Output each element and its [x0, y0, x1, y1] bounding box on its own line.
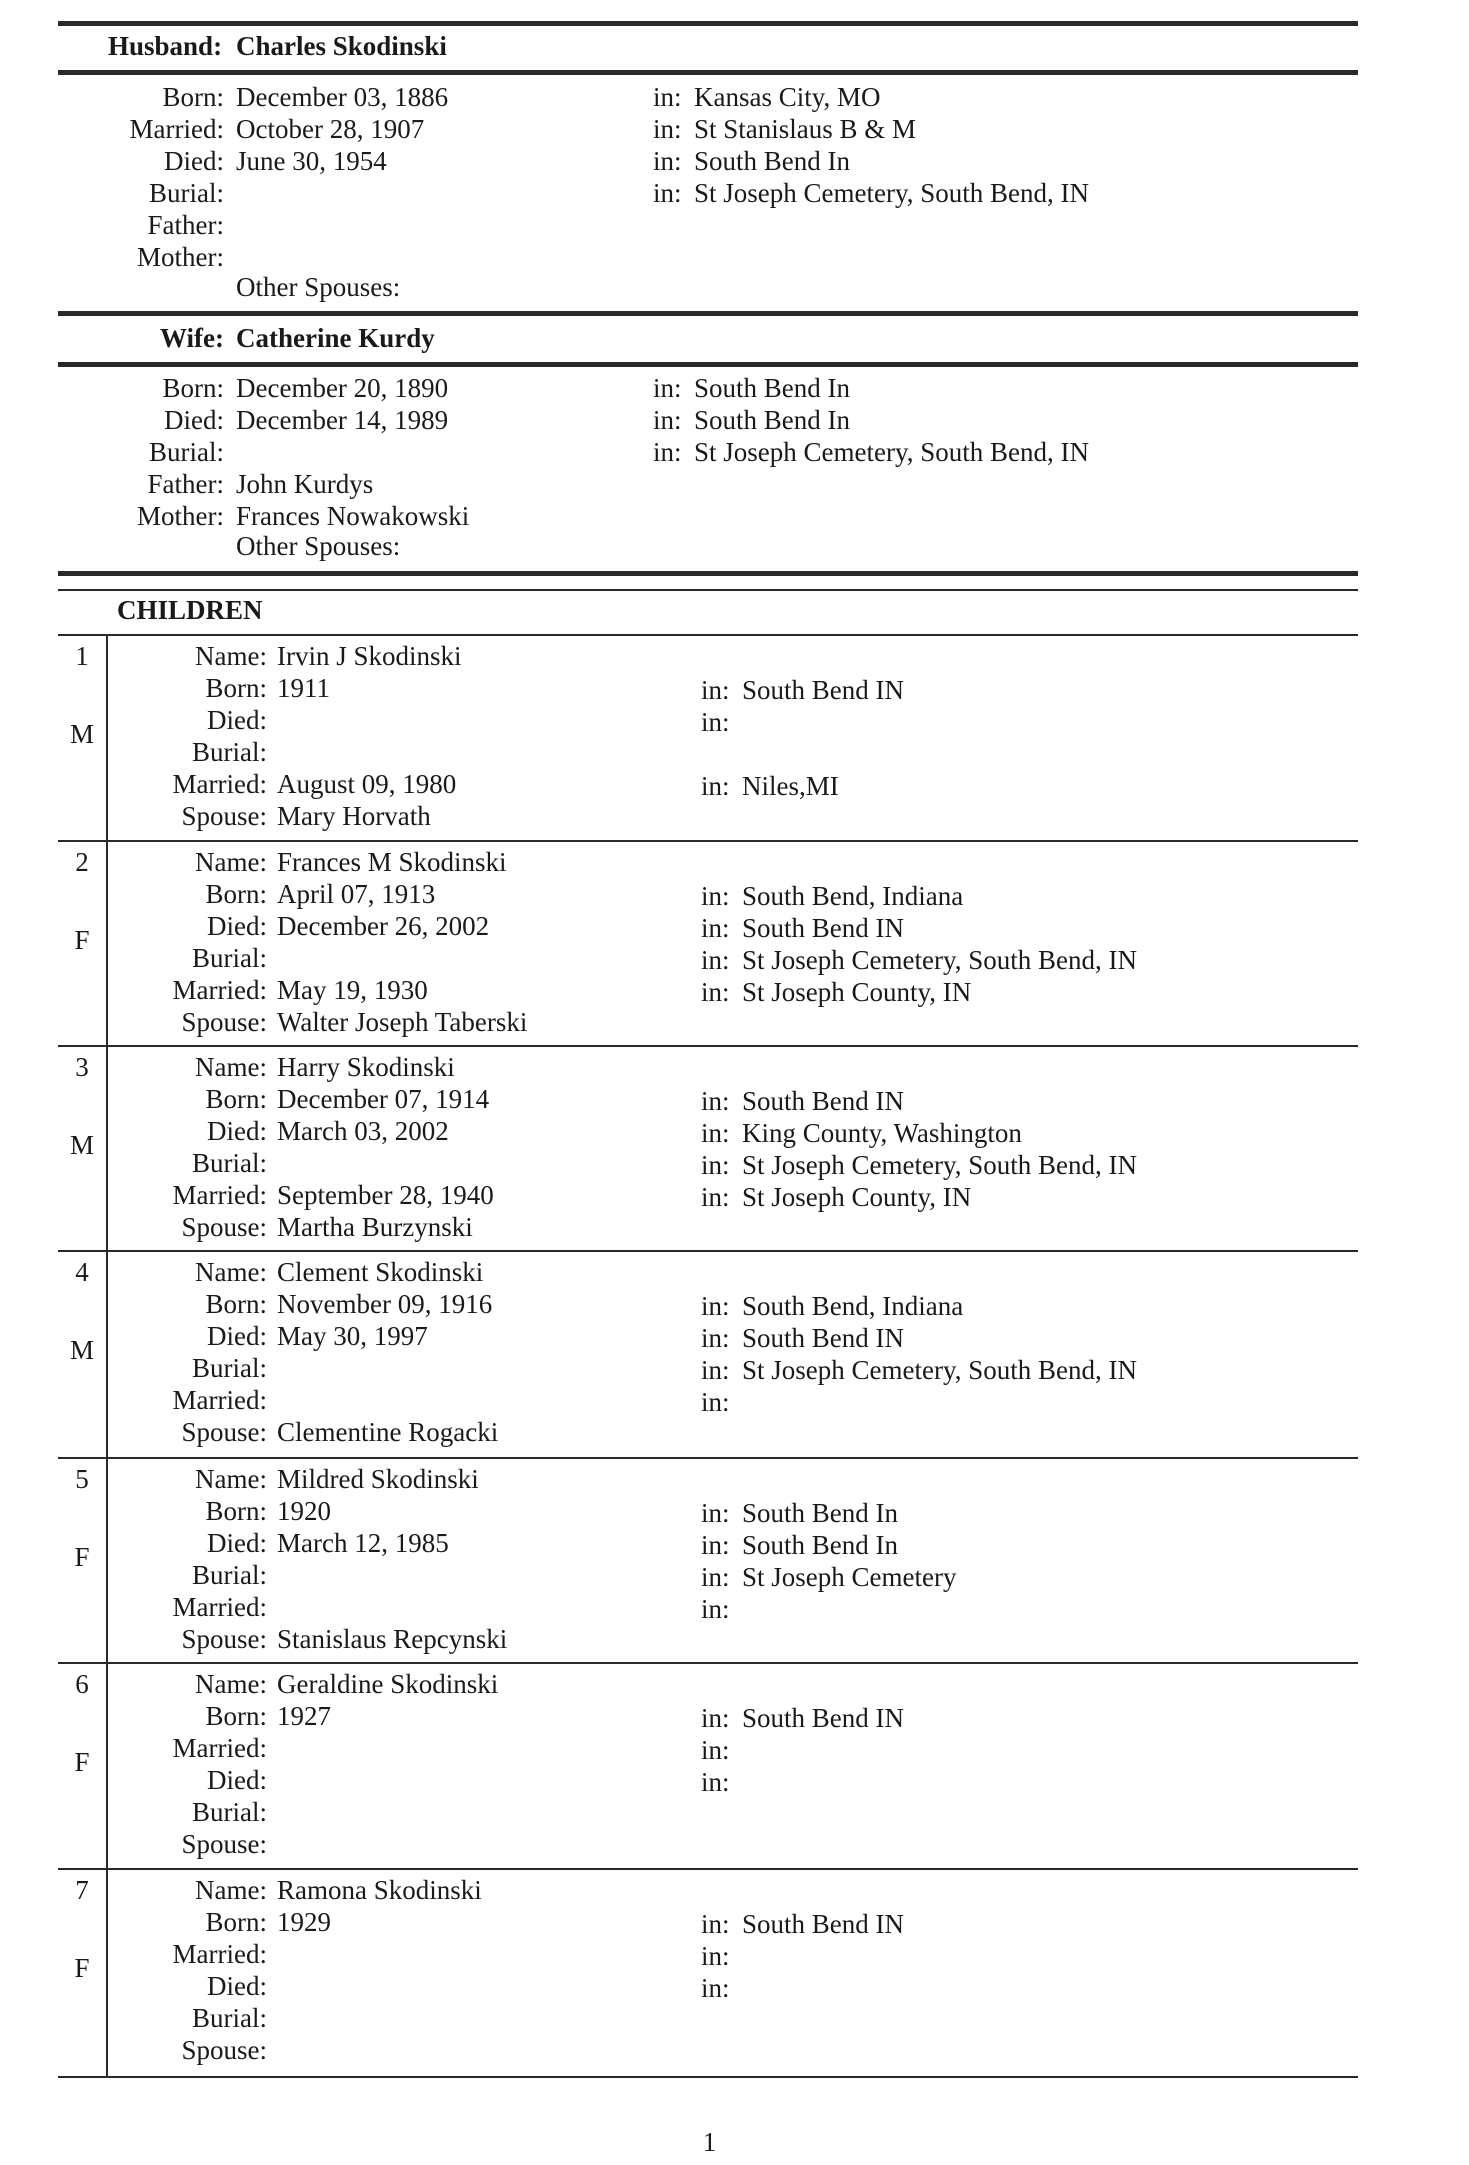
in-label: in: — [701, 1118, 730, 1148]
child-fact-place: St Joseph Cemetery, South Bend, IN — [742, 1355, 1137, 1385]
fact-value: October 28, 1907 — [236, 114, 425, 144]
rule-line — [58, 70, 1358, 75]
child-fact-value: May 30, 1997 — [277, 1321, 428, 1351]
in-label: in: — [701, 1150, 730, 1180]
fact-place: St Stanislaus B & M — [694, 114, 917, 144]
child-fact-label: Born: — [205, 1907, 267, 1937]
in-label: in: — [701, 1291, 730, 1321]
in-label: in: — [701, 913, 730, 943]
child-fact-value: May 19, 1930 — [277, 975, 428, 1005]
child-fact-label: Burial: — [192, 1797, 267, 1827]
child-fact-place: South Bend, Indiana — [742, 881, 964, 911]
child-fact-value: Harry Skodinski — [277, 1052, 455, 1082]
child-separator — [58, 1250, 1358, 1252]
child-fact-label: Married: — [172, 1939, 267, 1969]
fact-place: St Joseph Cemetery, South Bend, IN — [694, 178, 1089, 208]
in-label: in: — [701, 881, 730, 911]
child-fact-label: Name: — [195, 1464, 267, 1494]
in-label: in: — [701, 977, 730, 1007]
child-fact-label: Name: — [195, 1257, 267, 1287]
fact-label: Mother: — [137, 501, 224, 531]
child-fact-place: South Bend In — [742, 1530, 899, 1560]
child-fact-value: Walter Joseph Taberski — [277, 1007, 528, 1037]
child-fact-label: Married: — [172, 769, 267, 799]
child-fact-label: Born: — [205, 1701, 267, 1731]
page-number: 1 — [702, 2127, 717, 2157]
child-number: 5 — [75, 1464, 89, 1494]
fact-label: Died: — [164, 146, 224, 176]
in-label: in: — [701, 1182, 730, 1212]
child-fact-label: Born: — [205, 1289, 267, 1319]
child-number: 7 — [75, 1875, 89, 1905]
fact-label: Father: — [147, 469, 224, 499]
child-fact-place: St Joseph Cemetery, South Bend, IN — [742, 1150, 1137, 1180]
child-fact-label: Burial: — [192, 1353, 267, 1383]
child-sex: F — [74, 925, 90, 955]
fact-value: December 20, 1890 — [236, 373, 449, 403]
child-fact-value: Clementine Rogacki — [277, 1417, 499, 1447]
child-fact-place: Niles,MI — [742, 771, 839, 801]
child-fact-value: April 07, 1913 — [277, 879, 436, 909]
rule-line — [58, 634, 1358, 636]
child-fact-value: Irvin J Skodinski — [277, 641, 462, 671]
fact-label: Burial: — [149, 178, 224, 208]
child-fact-place: St Joseph County, IN — [742, 1182, 972, 1212]
child-fact-label: Died: — [207, 1528, 267, 1558]
in-label: in: — [701, 1323, 730, 1353]
child-fact-value: November 09, 1916 — [277, 1289, 493, 1319]
child-fact-label: Burial: — [192, 2003, 267, 2033]
child-fact-place: St Joseph County, IN — [742, 977, 972, 1007]
in-label: in: — [653, 437, 682, 467]
child-fact-label: Burial: — [192, 943, 267, 973]
fact-value: June 30, 1954 — [236, 146, 387, 176]
child-fact-place: South Bend IN — [742, 1703, 904, 1733]
child-fact-label: Spouse: — [181, 1417, 267, 1447]
in-label: in: — [701, 1387, 730, 1417]
child-fact-label: Born: — [205, 1084, 267, 1114]
child-fact-place: St Joseph Cemetery, South Bend, IN — [742, 945, 1137, 975]
child-fact-label: Married: — [172, 1180, 267, 1210]
in-label: in: — [701, 1703, 730, 1733]
in-label: in: — [701, 1355, 730, 1385]
in-label: in: — [653, 405, 682, 435]
child-separator — [58, 840, 1358, 842]
child-sex: M — [69, 719, 94, 749]
rule-line — [58, 362, 1358, 367]
in-label: in: — [701, 675, 730, 705]
column-divider — [106, 1457, 108, 1662]
child-fact-value: Martha Burzynski — [277, 1212, 473, 1242]
child-fact-place: South Bend IN — [742, 913, 904, 943]
child-fact-value: 1927 — [277, 1701, 331, 1731]
rule-line — [58, 589, 1358, 591]
child-fact-label: Name: — [195, 1669, 267, 1699]
child-fact-label: Died: — [207, 1116, 267, 1146]
child-fact-label: Died: — [207, 911, 267, 941]
child-sex: F — [74, 1542, 90, 1572]
in-label: in: — [701, 1973, 730, 2003]
in-label: in: — [701, 1941, 730, 1971]
child-fact-label: Name: — [195, 1052, 267, 1082]
fact-label: Father: — [147, 210, 224, 240]
in-label: in: — [701, 1498, 730, 1528]
child-fact-place: South Bend IN — [742, 1086, 904, 1116]
wife-name: Catherine Kurdy — [236, 323, 435, 353]
child-fact-place: South Bend In — [742, 1498, 899, 1528]
child-separator — [58, 1457, 1358, 1459]
child-fact-value: Geraldine Skodinski — [277, 1669, 499, 1699]
column-divider — [106, 1868, 108, 2076]
child-fact-label: Name: — [195, 641, 267, 671]
fact-place: South Bend In — [694, 373, 851, 403]
child-fact-value: September 28, 1940 — [277, 1180, 494, 1210]
wife-label: Wife: — [160, 323, 224, 353]
fact-place: Kansas City, MO — [694, 82, 881, 112]
column-divider — [106, 1662, 108, 1868]
child-sex: M — [69, 1335, 94, 1365]
column-divider — [106, 634, 108, 840]
child-fact-label: Died: — [207, 1765, 267, 1795]
child-fact-place: King County, Washington — [742, 1118, 1022, 1148]
child-fact-value: December 07, 1914 — [277, 1084, 490, 1114]
fact-value: December 03, 1886 — [236, 82, 449, 112]
in-label: in: — [701, 1562, 730, 1592]
husband-label: Husband: — [108, 31, 223, 61]
child-number: 2 — [75, 847, 89, 877]
fact-label: Mother: — [137, 242, 224, 272]
child-fact-label: Married: — [172, 1385, 267, 1415]
child-fact-label: Married: — [172, 1733, 267, 1763]
in-label: in: — [653, 178, 682, 208]
child-fact-value: 1920 — [277, 1496, 331, 1526]
child-number: 3 — [75, 1052, 89, 1082]
in-label: in: — [701, 1530, 730, 1560]
child-sex: F — [74, 1953, 90, 1983]
child-separator — [58, 1868, 1358, 1870]
column-divider — [106, 1250, 108, 1457]
other-spouses-label: Other Spouses: — [236, 272, 401, 302]
fact-value: December 14, 1989 — [236, 405, 449, 435]
child-sex: F — [74, 1747, 90, 1777]
child-fact-value: August 09, 1980 — [277, 769, 457, 799]
child-fact-label: Died: — [207, 705, 267, 735]
child-fact-value: March 03, 2002 — [277, 1116, 449, 1146]
fact-place: South Bend In — [694, 146, 851, 176]
column-divider — [106, 840, 108, 1045]
fact-label: Burial: — [149, 437, 224, 467]
in-label: in: — [653, 114, 682, 144]
child-fact-label: Burial: — [192, 737, 267, 767]
child-fact-label: Spouse: — [181, 1624, 267, 1654]
fact-value: Frances Nowakowski — [236, 501, 470, 531]
in-label: in: — [701, 707, 730, 737]
in-label: in: — [701, 1909, 730, 1939]
child-fact-value: Clement Skodinski — [277, 1257, 484, 1287]
in-label: in: — [701, 1767, 730, 1797]
child-fact-label: Born: — [205, 1496, 267, 1526]
in-label: in: — [701, 1086, 730, 1116]
child-fact-label: Born: — [205, 673, 267, 703]
child-separator — [58, 2076, 1358, 2078]
child-fact-place: St Joseph Cemetery — [742, 1562, 957, 1592]
child-fact-label: Died: — [207, 1321, 267, 1351]
fact-label: Born: — [162, 82, 224, 112]
child-fact-label: Spouse: — [181, 1007, 267, 1037]
child-fact-label: Spouse: — [181, 801, 267, 831]
child-fact-value: Frances M Skodinski — [277, 847, 507, 877]
column-divider — [106, 1045, 108, 1250]
fact-value: John Kurdys — [236, 469, 374, 499]
child-separator — [58, 1662, 1358, 1664]
child-fact-label: Spouse: — [181, 2035, 267, 2065]
in-label: in: — [653, 373, 682, 403]
in-label: in: — [701, 1735, 730, 1765]
child-separator — [58, 1045, 1358, 1047]
child-fact-label: Burial: — [192, 1560, 267, 1590]
rule-line — [58, 311, 1358, 316]
fact-label: Died: — [164, 405, 224, 435]
child-fact-place: South Bend IN — [742, 1909, 904, 1939]
children-header: CHILDREN — [117, 595, 263, 625]
child-fact-value: Ramona Skodinski — [277, 1875, 482, 1905]
in-label: in: — [653, 82, 682, 112]
child-sex: M — [69, 1130, 94, 1160]
child-number: 6 — [75, 1669, 89, 1699]
child-number: 4 — [75, 1257, 89, 1287]
rule-line — [58, 571, 1358, 576]
child-fact-label: Name: — [195, 1875, 267, 1905]
child-fact-label: Born: — [205, 879, 267, 909]
fact-place: South Bend In — [694, 405, 851, 435]
child-number: 1 — [75, 641, 89, 671]
child-fact-label: Married: — [172, 1592, 267, 1622]
child-fact-label: Died: — [207, 1971, 267, 2001]
fact-label: Married: — [129, 114, 224, 144]
in-label: in: — [701, 945, 730, 975]
child-fact-label: Spouse: — [181, 1829, 267, 1859]
child-fact-value: December 26, 2002 — [277, 911, 490, 941]
child-fact-place: South Bend, Indiana — [742, 1291, 964, 1321]
child-fact-value: Stanislaus Repcynski — [277, 1624, 508, 1654]
in-label: in: — [701, 771, 730, 801]
other-spouses-label: Other Spouses: — [236, 531, 401, 561]
child-fact-place: South Bend IN — [742, 675, 904, 705]
child-fact-value: 1929 — [277, 1907, 331, 1937]
child-fact-label: Spouse: — [181, 1212, 267, 1242]
child-fact-value: Mary Horvath — [277, 801, 431, 831]
fact-place: St Joseph Cemetery, South Bend, IN — [694, 437, 1089, 467]
child-fact-label: Name: — [195, 847, 267, 877]
in-label: in: — [653, 146, 682, 176]
child-fact-label: Burial: — [192, 1148, 267, 1178]
child-fact-value: 1911 — [277, 673, 330, 703]
child-fact-value: March 12, 1985 — [277, 1528, 449, 1558]
husband-name: Charles Skodinski — [236, 31, 447, 61]
fact-label: Born: — [162, 373, 224, 403]
child-fact-label: Married: — [172, 975, 267, 1005]
rule-line — [58, 21, 1358, 26]
child-fact-place: South Bend IN — [742, 1323, 904, 1353]
child-fact-value: Mildred Skodinski — [277, 1464, 479, 1494]
in-label: in: — [701, 1594, 730, 1624]
